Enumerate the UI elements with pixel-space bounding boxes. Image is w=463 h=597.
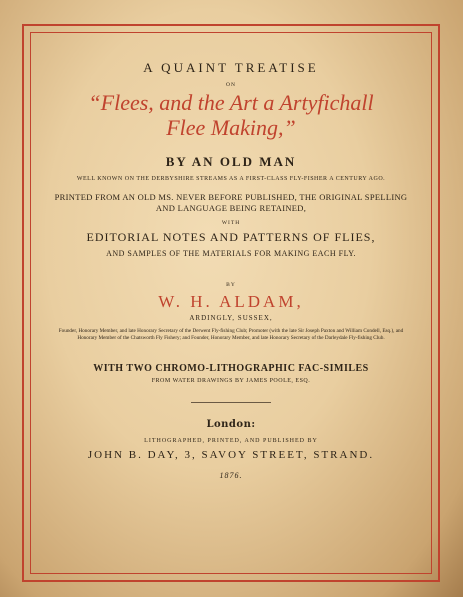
imprint-city: London: [206,419,256,431]
subtitle-quaint-treatise: A QUAINT TREATISE [143,60,319,75]
word-with: WITH [221,220,241,226]
printed-from-ms: PRINTED FROM AN OLD MS. NEVER BEFORE PUBLISHED, THE ORIGINAL SPELLING AND LANGUAGE BEING RETAINED, [54,192,408,213]
divider-rule [191,402,271,403]
chromo-line: WITH TWO CHROMO-LITHOGRAPHIC FAC-SIMILES [93,363,369,375]
title-page-content [34,60,428,480]
word-by: BY [226,282,236,288]
main-title [34,90,428,140]
well-known-line: WELL KNOWN ON THE DERBYSHIRE STREAMS AS A FIRST-CLASS FLY-FISHER A CENTURY AGO. [76,176,386,182]
samples-line: AND SAMPLES OF THE MATERIALS FOR MAKING EACH FLY. [106,249,356,258]
author-name: W. H. ALDAM, [158,292,304,311]
lithographed-line: LITHOGRAPHED, PRINTED, AND PUBLISHED BY [144,438,318,445]
publication-year: 1876. [219,471,243,481]
editorial-notes: EDITORIAL NOTES AND PATTERNS OF FLIES, [86,230,376,244]
main-title-line2: Flee Making,” [166,115,296,140]
main-title-line1: “Flees, and the Art a Artyfichall [88,90,374,115]
by-old-man: BY AN OLD MAN [165,154,297,169]
founder-note: Founder, Honorary Member, and late Honorary Secretary of the Derwent Fly-fishing Club; Promoter (with the late Sir Joseph Paxton and William Condell, Esq.), and Honorary Member of the Chatsworth Fly Fishery; and Founder, Honorary Member, and late Honorary Secretary of the Darleydale Fly-fishing Club. [58,328,404,341]
publisher-line: JOHN B. DAY, 3, SAVOY STREET, STRAND. [87,449,375,462]
drawings-credit: FROM WATER DRAWINGS BY JAMES POOLE, ESQ. [151,378,311,385]
word-on: ON [226,82,236,88]
author-residence: ARDINGLY, SUSSEX, [189,314,273,322]
